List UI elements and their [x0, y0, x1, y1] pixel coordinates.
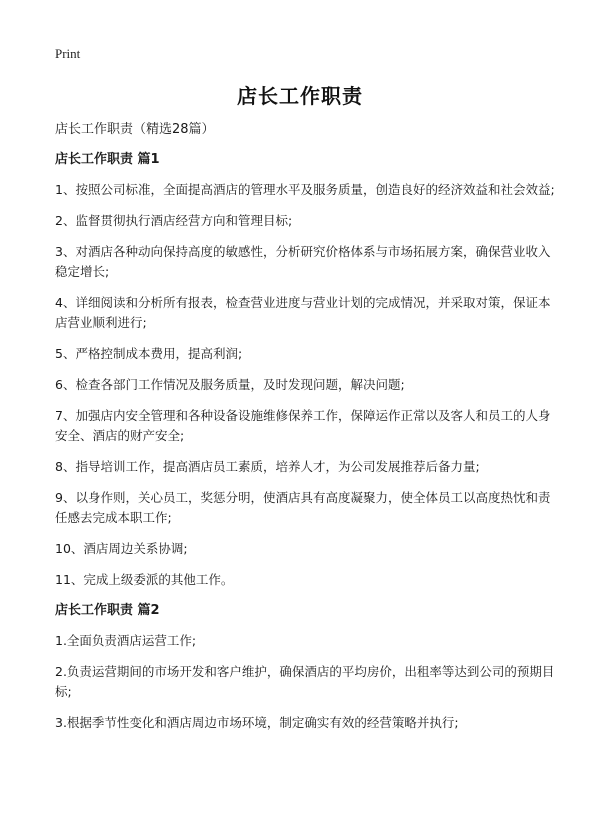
duty-list: [55, 631, 555, 733]
section-1: [55, 150, 555, 590]
section-2: [55, 601, 555, 733]
list-item: 5、严格控制成本费用，提高利润;: [55, 346, 243, 361]
document-subtitle: 店长工作职责（精选28篇）: [55, 122, 215, 137]
duty-list: [55, 180, 555, 590]
section-heading: 店长工作职责 篇1: [55, 152, 160, 167]
list-item: 7、加强店内安全管理和各种设备设施维修保养工作，保障运作正常以及客人和员工的人身安全、酒店的财产安全;: [55, 408, 551, 443]
section-heading: 店长工作职责 篇2: [55, 603, 160, 618]
list-item: 6、检查各部门工作情况及服务质量，及时发现问题，解决问题;: [55, 377, 405, 392]
list-item: 4、详细阅读和分析所有报表，检查营业进度与营业计划的完成情况，并采取对策，保证本店营业顺利进行;: [55, 295, 551, 330]
list-item: 3.根据季节性变化和酒店周边市场环境，制定确实有效的经营策略并执行;: [55, 715, 459, 730]
list-item: 2、监督贯彻执行酒店经营方向和管理目标;: [55, 213, 293, 228]
list-item: 2.负责运营期间的市场开发和客户维护，确保酒店的平均房价，出租率等达到公司的预期目标;: [55, 664, 555, 699]
document-body: [55, 120, 555, 744]
list-item: 8、指导培训工作，提高酒店员工素质，培养人才，为公司发展推荐后备力量;: [55, 459, 480, 474]
list-item: 1.全面负责酒店运营工作;: [55, 633, 197, 648]
page-title: 店长工作职责: [237, 84, 363, 108]
list-item: 1、按照公司标准，全面提高酒店的管理水平及服务质量，创造良好的经济效益和社会效益;: [55, 182, 555, 197]
list-item: 3、对酒店各种动向保持高度的敏感性，分析研究价格体系与市场拓展方案，确保营业收入稳定增长;: [55, 244, 551, 279]
list-item: 11、完成上级委派的其他工作。: [55, 572, 234, 587]
print-label: Print: [55, 46, 81, 61]
list-item: 9、以身作则，关心员工，奖惩分明，使酒店具有高度凝聚力，使全体员工以高度热忱和责任感去完成本职工作;: [55, 490, 551, 525]
list-item: 10、酒店周边关系协调;: [55, 541, 188, 556]
